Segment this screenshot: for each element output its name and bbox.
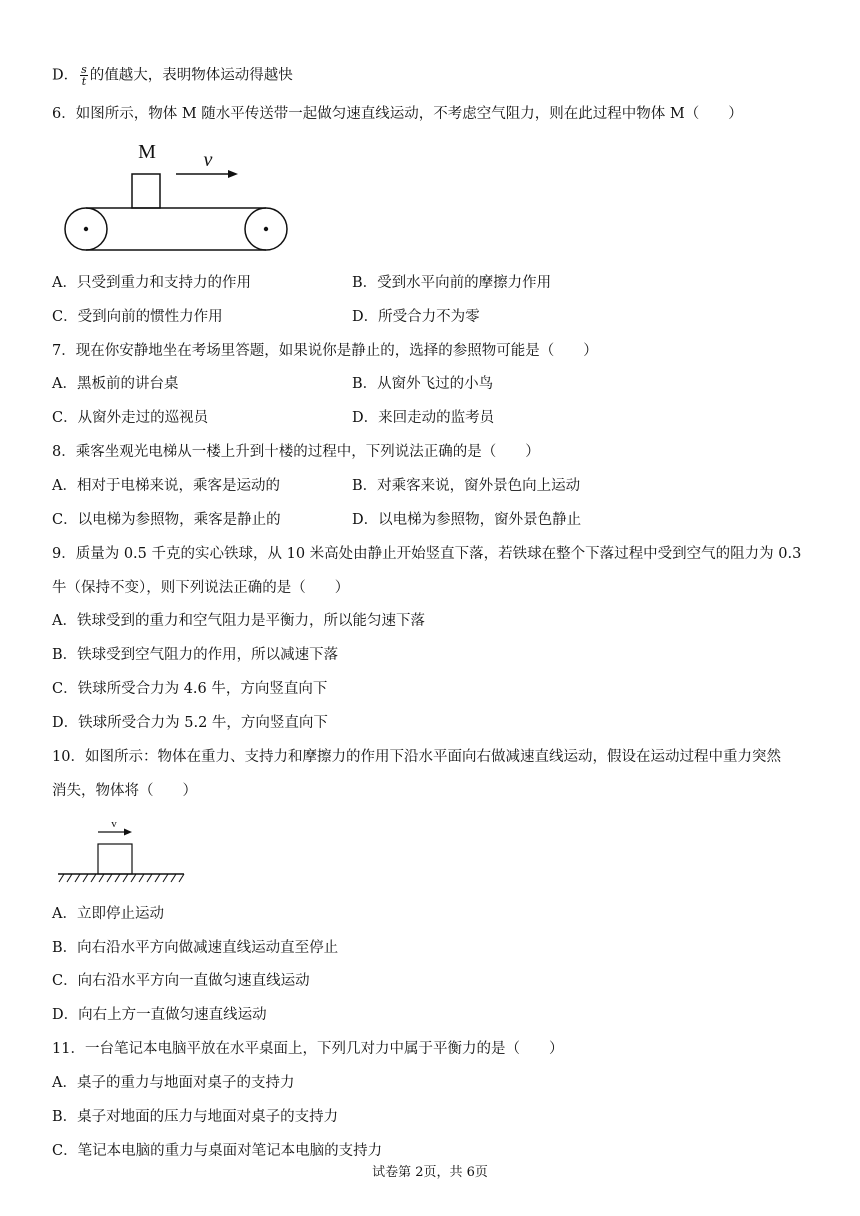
q10-option-b: B．向右沿水平方向做减速直线运动直至停止 bbox=[52, 940, 339, 956]
fraction-numerator: s bbox=[81, 63, 87, 76]
q5-option-d-prefix: D． bbox=[52, 67, 79, 84]
q11-option-a: A．桌子的重力与地面对桌子的支持力 bbox=[52, 1075, 295, 1091]
q6-stem: 6．如图所示，物体 M 随水平传送带一起做匀速直线运动，不考虑空气阻力，则在此过程中物体 M（ ） bbox=[52, 106, 743, 122]
fraction-s-over-t bbox=[80, 64, 88, 87]
q10-option-d: D．向右上方一直做匀速直线运动 bbox=[52, 1007, 267, 1023]
q7-option-b: B．从窗外飞过的小鸟 bbox=[352, 376, 494, 392]
q8-option-c: C．以电梯为参照物，乘客是静止的 bbox=[52, 512, 281, 528]
q10-stem-line1: 10．如图所示：物体在重力、支持力和摩擦力的作用下沿水平面向右做减速直线运动，假设在运动过程中重力突然 bbox=[52, 749, 781, 765]
q6-option-c: C．受到向前的惯性力作用 bbox=[52, 309, 223, 325]
q6-option-a: A．只受到重力和支持力的作用 bbox=[52, 275, 251, 291]
q9-option-b: B．铁球受到空气阻力的作用，所以减速下落 bbox=[52, 647, 339, 663]
ground-surface bbox=[58, 874, 184, 882]
q8-option-a: A．相对于电梯来说，乘客是运动的 bbox=[52, 478, 280, 494]
velocity-arrow bbox=[176, 170, 238, 178]
q9-option-d: D．铁球所受合力为 5.2 牛，方向竖直向下 bbox=[52, 715, 328, 731]
q8-option-b: B．对乘客来说，窗外景色向上运动 bbox=[352, 478, 581, 494]
q9-option-c: C．铁球所受合力为 4.6 牛，方向竖直向下 bbox=[52, 681, 328, 697]
q9-stem-line1: 9．质量为 0.5 千克的实心铁球，从 10 米高处由静止开始竖直下落，若铁球在整个下落过程中受到空气的阻力为 0.3 bbox=[52, 546, 802, 562]
fraction-denominator: t bbox=[81, 75, 87, 88]
q11-stem: 11．一台笔记本电脑平放在水平桌面上，下列几对力中属于平衡力的是（ ） bbox=[52, 1041, 564, 1057]
q7-stem: 7．现在你安静地坐在考场里答题，如果说你是静止的，选择的参照物可能是（ ） bbox=[52, 343, 598, 359]
q11-option-c: C．笔记本电脑的重力与桌面对笔记本电脑的支持力 bbox=[52, 1143, 383, 1159]
block-m bbox=[132, 174, 160, 208]
q7-option-a: A．黑板前的讲台桌 bbox=[52, 376, 179, 392]
q10-stem-line2: 消失，物体将（ ） bbox=[52, 783, 197, 799]
q7-option-c: C．从窗外走过的巡视员 bbox=[52, 410, 209, 426]
q8-option-d: D．以电梯为参照物，窗外景色静止 bbox=[352, 512, 582, 528]
q5-option-d-text: 的值越大，表明物体运动得越快 bbox=[89, 67, 293, 84]
q9-stem-line2: 牛（保持不变），则下列说法正确的是（ ） bbox=[52, 580, 350, 596]
q11-option-b: B．桌子对地面的压力与地面对桌子的支持力 bbox=[52, 1109, 339, 1125]
q10-option-a: A．立即停止运动 bbox=[52, 906, 164, 922]
page-footer: 试卷第 2页，共 6页 bbox=[372, 1165, 488, 1180]
q6-option-d: D．所受合力不为零 bbox=[352, 309, 480, 325]
conveyor-belt-figure bbox=[60, 138, 292, 254]
q5-option-d bbox=[52, 64, 293, 87]
conveyor-belt bbox=[65, 208, 287, 250]
q9-option-a: A．铁球受到的重力和空气阻力是平衡力，所以能匀速下落 bbox=[52, 613, 425, 629]
sliding-block-figure bbox=[56, 814, 188, 886]
block-m-label: M bbox=[138, 141, 156, 163]
q8-stem: 8．乘客坐观光电梯从一楼上升到十楼的过程中，下列说法正确的是（ ） bbox=[52, 444, 540, 460]
q10-option-c: C．向右沿水平方向一直做匀速直线运动 bbox=[52, 973, 310, 989]
q7-option-d: D．来回走动的监考员 bbox=[352, 410, 495, 426]
velocity-label: v bbox=[203, 149, 213, 171]
velocity-label: v bbox=[111, 818, 117, 830]
sliding-block bbox=[98, 844, 132, 874]
q6-option-b: B．受到水平向前的摩擦力作用 bbox=[352, 275, 552, 291]
